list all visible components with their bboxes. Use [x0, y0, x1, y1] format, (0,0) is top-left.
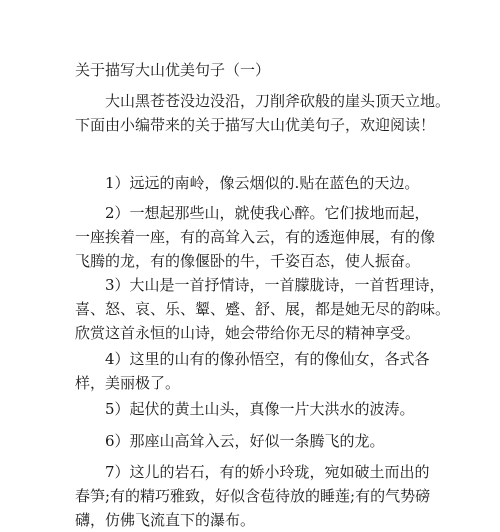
sentence-line: 2）一想起那些山，就使我心醉。它们拔地而起，	[105, 204, 430, 222]
sentence-line: 3）大山是一首抒情诗，一首朦胧诗，一首哲理诗，	[105, 276, 445, 294]
sentence-item-3	[75, 273, 455, 345]
intro-line: 大山黑苍苍没边没沿，刀削斧砍般的崖头顶天立地。	[105, 92, 451, 110]
sentence-line: 6）那座山高耸入云，好似一条腾飞的龙。	[105, 432, 385, 450]
sentence-item-4	[75, 347, 455, 395]
sentence-line: 1）远远的南岭，像云烟似的.贴在蓝色的天边。	[105, 174, 420, 192]
sentence-line: 礴，仿佛飞流直下的瀑布。	[75, 511, 256, 529]
sentence-line: 喜、怒、哀、乐、颦、蹙、舒、展，都是她无尽的韵味。	[75, 300, 451, 318]
intro-paragraph	[75, 89, 451, 137]
sentence-line: 欣赏这首永恒的山诗，她会带给你无尽的精神享受。	[75, 324, 421, 342]
document-title: 关于描写大山优美句子（一）	[75, 61, 271, 79]
intro-line: 下面由小编带来的关于描写大山优美句子，欢迎阅读！	[75, 116, 436, 134]
sentence-line: 7）这儿的岩石，有的娇小玲珑，宛如破土而出的	[105, 463, 430, 481]
sentence-item-7	[75, 460, 455, 532]
sentence-item-2	[75, 201, 455, 273]
sentence-line: 一座挨着一座，有的高耸入云，有的透迤伸展，有的像	[75, 228, 436, 246]
sentence-line: 飞腾的龙，有的像偃卧的牛，千姿百态，使人振奋。	[75, 252, 421, 270]
sentence-line: 4）这里的山有的像孙悟空，有的像仙女，各式各	[105, 350, 430, 368]
sentence-line: 春笋;有的精巧雅致，好似含苞待放的睡莲;有的气势磅	[75, 487, 431, 505]
sentence-line: 样，美丽极了。	[75, 374, 181, 392]
sentence-item-5	[75, 397, 455, 421]
sentence-item-6	[75, 429, 455, 453]
sentence-line: 5）起伏的黄土山头，真像一片大洪水的波涛。	[105, 400, 415, 418]
sentence-item-1	[75, 171, 455, 195]
